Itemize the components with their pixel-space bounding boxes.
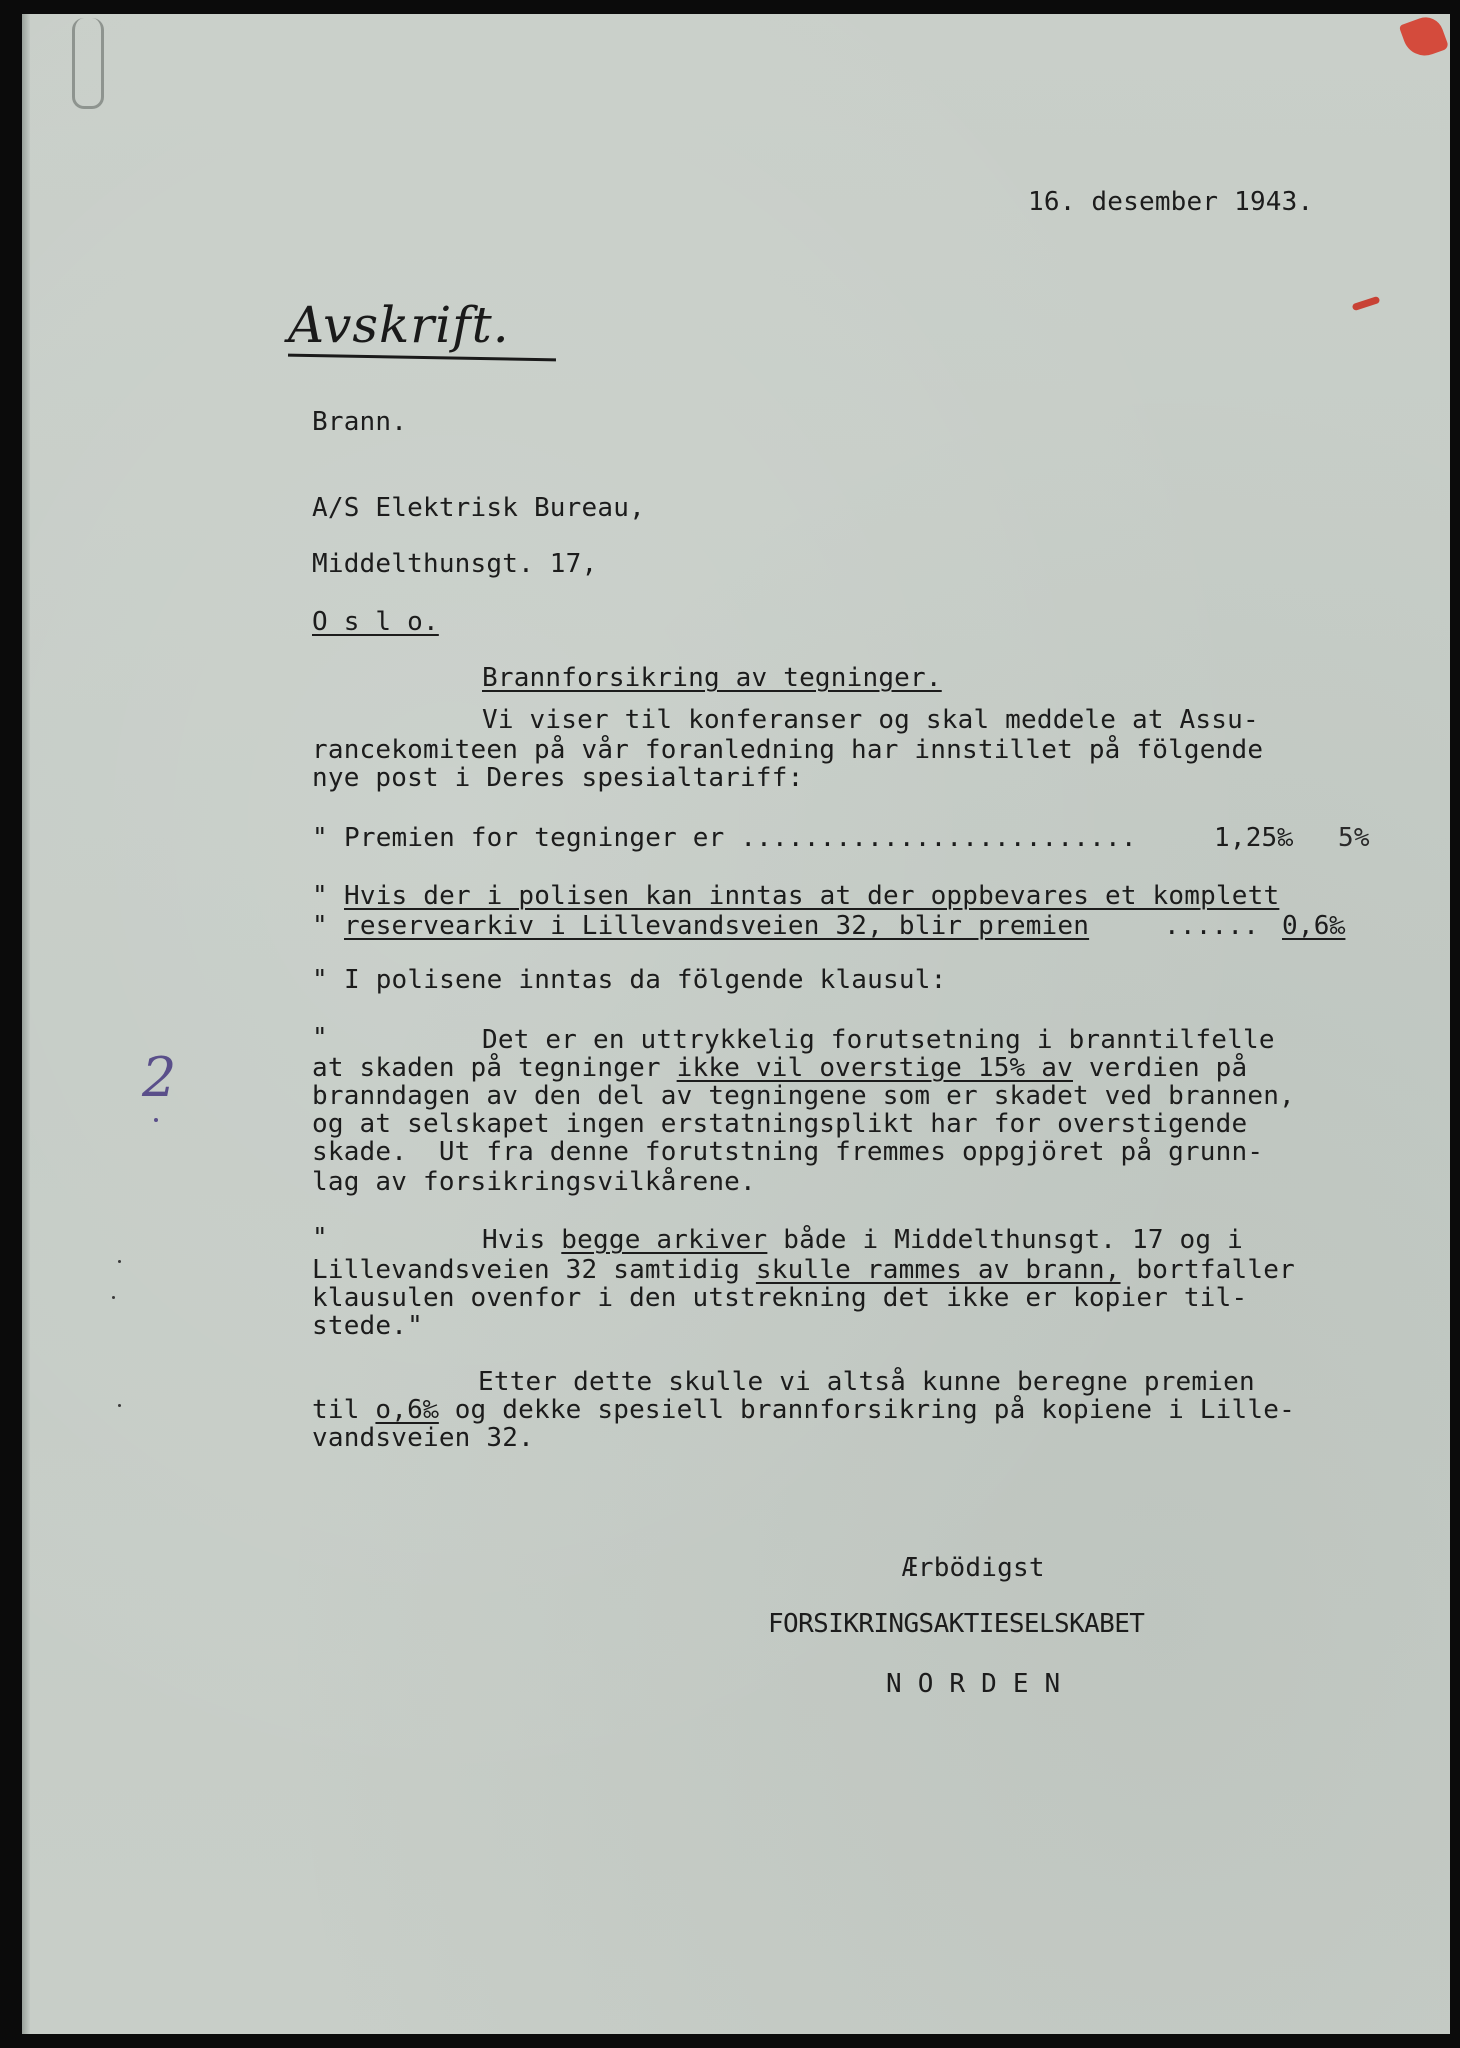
signature-greeting: Ærbödigst (902, 1553, 1045, 1583)
margin-annotation: 2 (142, 1046, 177, 1109)
signature-name: N O R D E N (886, 1669, 1061, 1699)
clause2-line-1-underlined: begge arkiver (561, 1225, 768, 1255)
clause1-line-2-underlined: ikke vil overstige 15% av (676, 1053, 1073, 1083)
speck (118, 1260, 121, 1263)
clause2-line-2 (312, 1256, 1295, 1285)
speck (112, 1296, 115, 1299)
margin-annotation-dot (154, 1118, 158, 1122)
clause1-line-2-post: verdien på (1072, 1053, 1248, 1083)
clause1-line-1: Det er en uttrykkelig forutsetning i branntilfelle (482, 1025, 1275, 1055)
tariff-archive-quote-1: " (312, 881, 328, 911)
clause1-line-4: og at selskapet ingen erstatningsplikt har for overstigende (312, 1109, 1248, 1139)
closing-line-3: vandsveien 32. (312, 1423, 534, 1453)
tariff-premium-value: 1,25‰ (1214, 823, 1294, 853)
tariff-archive-line-1: Hvis der i polisen kan inntas at der oppbevares et komplett (344, 881, 1280, 911)
intro-line-1: Vi viser til konferanser og skal meddele at Assu- (482, 705, 1259, 735)
recipient-city: O s l o. (312, 607, 439, 637)
intro-line-3: nye post i Deres spesialtariff: (312, 763, 804, 793)
clause2-line-1-post: både i Middelthunsgt. 17 og i (767, 1225, 1243, 1255)
clause1-line-3: branndagen av den del av tegningene som er skadet ved brannen, (312, 1081, 1295, 1111)
clause1-line-6: lag av forsikringsvilkårene. (312, 1167, 756, 1197)
tariff-archive-value: 0,6‰ (1282, 911, 1346, 941)
clause2-line-2-underlined: skulle rammes av brann, (755, 1255, 1121, 1285)
clause1-line-2 (312, 1054, 1247, 1083)
tariff-premium-quote: " (312, 823, 328, 853)
handwritten-header: Avskrift. (288, 296, 510, 354)
clause2-line-1-pre: Hvis (482, 1225, 562, 1255)
closing-line-1: Etter dette skulle vi altså kunne beregne premien (478, 1367, 1255, 1397)
clause2-line-2-pre: Lillevandsveien 32 samtidig (312, 1255, 756, 1285)
clause1-line-2-pre: at skaden på tegninger (312, 1053, 677, 1083)
clause2-line-4: stede." (312, 1311, 423, 1341)
tariff-premium-label: Premien for tegninger er ......................... (344, 823, 1137, 853)
clause2-quote: " (312, 1223, 328, 1253)
clause-intro-quote: " (312, 965, 328, 995)
letter-date: 16. desember 1943. (1028, 187, 1314, 217)
clause2-line-1 (482, 1226, 1243, 1255)
signature-company: FORSIKRINGSAKTIESELSKABET (768, 1609, 1145, 1639)
tariff-archive-dots: ...... (1164, 911, 1260, 941)
closing-line-2-post: og dekke spesiell brannforsikring på kopiene i Lille- (438, 1395, 1295, 1425)
tariff-archive-quote-2: " (312, 911, 328, 941)
tariff-archive-line-2: reservearkiv i Lillevandsveien 32, blir premien (344, 911, 1090, 941)
closing-line-2 (312, 1396, 1295, 1425)
letter-subject: Brannforsikring av tegninger. (482, 663, 942, 693)
clause2-line-2-post: bortfaller (1120, 1255, 1295, 1285)
paper-sheet (22, 14, 1450, 2034)
speck (118, 1404, 121, 1407)
tariff-premium-correction: 5% (1338, 823, 1370, 853)
clause1-quote: " (312, 1023, 328, 1053)
paper-edge (22, 14, 30, 2034)
recipient-line-2: Middelthunsgt. 17, (312, 549, 598, 579)
closing-line-2-pre: til (312, 1395, 376, 1425)
paperclip-mark (72, 18, 104, 109)
reference-line: Brann. (312, 407, 408, 437)
clause2-line-3: klausulen ovenfor i den utstrekning det ikke er kopier til- (312, 1283, 1248, 1313)
closing-line-2-underlined: o,6‰ (375, 1395, 439, 1425)
intro-line-2: rancekomiteen på vår foranledning har innstillet på fölgende (312, 735, 1264, 765)
recipient-line-1: A/S Elektrisk Bureau, (312, 493, 645, 523)
clause-intro: I polisene inntas da fölgende klausul: (344, 965, 947, 995)
clause1-line-5: skade. Ut fra denne forutstning fremmes oppgjöret på grunn- (312, 1137, 1264, 1167)
